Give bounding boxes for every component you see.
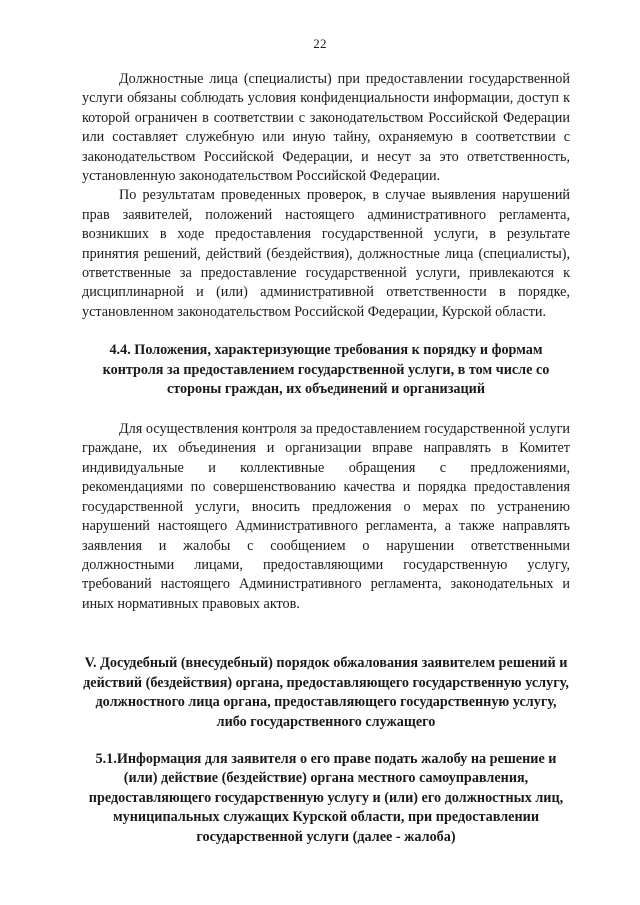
page-number: 22 [313, 36, 327, 51]
paragraph-inspection-results: По результатам проведенных проверок, в случае выявления нарушений прав заявителей, положений настоящего административного регламента, возникших в ходе предоставления государственной услуги, в результате принятия решений, действий (бездействия), должностные лица (специалисты), ответственные за предоставление государственной услуги, привлекаются к дисциплинарной и (или) административной ответственности в порядке, установленном законодательством Российской Федерации, Курской области. [82, 187, 570, 320]
section-heading-5-1: 5.1.Информация для заявителя о его праве подать жалобу на решение и (или) действие (бездействие) органа местного самоуправления, предоставляющего государственную услугу и (или) его должностных лиц, муниципальных служащих Курской области, при предоставлении государственной услуги (далее - жалоба) [88, 750, 564, 845]
section-heading-5: V. Досудебный (внесудебный) порядок обжалования заявителем решений и действий (бездействия) органа, предоставляющего государственную услугу, должностного лица органа, предоставляющего государственную услугу, либо государственного служащего [83, 655, 569, 730]
document-body [82, 70, 570, 847]
section-heading-4-4: 4.4. Положения, характеризующие требования к порядку и формам контроля за предоставлением государственной услуги, в том числе со стороны граждан, их объединений и организаций [102, 342, 550, 398]
paragraph-citizen-control: Для осуществления контроля за предоставлением государственной услуги граждане, их объединения и организации вправе направлять в Комитет индивидуальные и коллективные обращения с предложениями, рекомендациями по совершенствованию качества и порядка предоставления государственной услуги, вносить предложения о мерах по устранению нарушений настоящего Административного регламента, а также направлять заявления и жалобы с сообщением о нарушении ответственными должностными лицами, предоставляющими государственную услугу, требований настоящего Административного регламента, законодательных и иных нормативных правовых актов. [82, 421, 570, 612]
paragraph-confidentiality: Должностные лица (специалисты) при предоставлении государственной услуги обязаны соблюдать условия конфиденциальности информации, доступ к которой ограничен в соответствии с законодательством Российской Федерации или составляет служебную или иную тайну, охраняемую в соответствии с законодательством Российской Федерации, и несут за это ответственность, установленную законодательством Российской Федерации. [82, 71, 570, 185]
